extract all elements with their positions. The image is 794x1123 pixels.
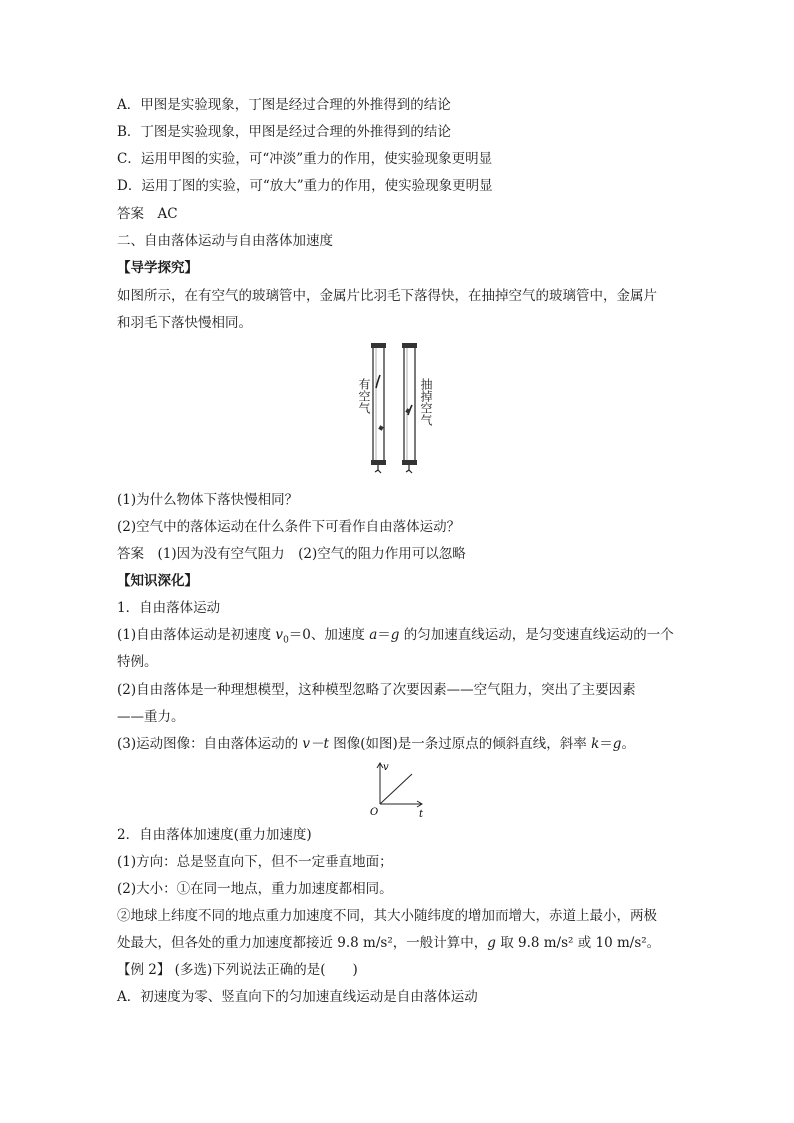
k1-p1-mid: ＝0、加速度 [288,627,370,643]
section-2-title: 二、自由落体运动与自由落体加速度 [117,233,333,249]
tube-without-air [402,343,417,473]
tube-right-label: 抽掉空气 [419,378,433,426]
k1-p3-eq: ＝ [599,736,613,752]
k1-p1-post: 的匀加速直线运动，是匀变速直线运动的一个 [399,627,674,643]
t-label: t [419,809,424,820]
example-2-option-a: A．初速度为零、竖直向下的匀加速直线运动是自由落体运动 [117,989,478,1005]
k2-title: 2．自由落体加速度(重力加速度) [117,827,312,843]
option-d: D．运用丁图的实验，可“放大”重力的作用，使实验现象更明显 [117,178,493,194]
question-1: (1)为什么物体下落快慢相同？ [117,492,299,508]
example-2: 【例 2】 (多选)下列说法正确的是( ) [117,962,358,978]
k2-paragraph-3-line1: ②地球上纬度不同的地点重力加速度不同，其大小随纬度的增加而增大，赤道上最小，两极 [117,908,657,924]
k1-p3-pre: (3)运动图像：自由落体运动的 [117,736,303,752]
guide-label: 【导学探究】 [117,260,198,276]
var-k: k [591,736,600,752]
var-vt: v－t [302,736,329,752]
sub-0: 0 [283,635,289,646]
k1-p3-end: 。 [621,736,635,752]
k1-title: 1．自由落体运动 [117,600,221,616]
k1-paragraph-2-line1: (2)自由落体是一种理想模型，这种模型忽略了次要因素——空气阻力，突出了主要因素 [117,682,636,698]
guide-text-2: 和羽毛下落快慢相同。 [117,315,252,331]
tube-with-air [371,343,386,473]
k1-p1-eq: ＝ [377,627,391,643]
var-a: a [369,627,378,643]
var-g: g [390,627,400,643]
option-a: A．甲图是实验现象，丁图是经过合理的外推得到的结论 [117,97,451,113]
vt-graph [366,760,430,820]
answer-2: 答案 (1)因为没有空气阻力 (2)空气的阻力作用可以忽略 [117,546,466,562]
k2-p3-pre: 处最大，但各处的重力加速度都接近 9.8 m/s²，一般计算中， [117,935,488,951]
k1-p3-mid: 图像(如图)是一条过原点的倾斜直线，斜率 [328,736,592,752]
option-c: C．运用甲图的实验，可“冲淡”重力的作用，使实验现象更明显 [117,151,493,167]
o-label: O [370,807,379,818]
v-label: v [383,762,389,773]
k2-paragraph-1: (1)方向：总是竖直向下，但不一定垂直地面； [117,854,393,870]
k2-paragraph-3-line2 [117,934,660,952]
guide-text-1: 如图所示，在有空气的玻璃管中，金属片比羽毛下落得快，在抽掉空气的玻璃管中，金属片 [117,288,657,304]
question-2: (2)空气中的落体运动在什么条件下可看作自由落体运动？ [117,519,461,535]
k2-paragraph-2: (2)大小：①在同一地点，重力加速度都相同。 [117,881,393,897]
var-g: g [612,736,622,752]
option-b: B．丁图是实验现象，甲图是经过合理的外推得到的结论 [117,124,451,140]
k1-paragraph-1-line2: 特例。 [117,654,158,670]
k1-paragraph-2-line2: ——重力。 [117,709,185,725]
k1-p1-pre: (1)自由落体运动是初速度 [117,627,276,643]
tube-left-label: 有空气 [357,378,371,414]
k2-p3-post: 取 9.8 m/s² 或 10 m/s²。 [495,935,661,951]
var-v: v [275,627,284,643]
answer-1: 答案 AC [117,206,178,222]
knowledge-label: 【知识深化】 [117,573,198,589]
var-g: g [487,935,496,951]
vt-line [380,774,412,804]
k1-paragraph-3 [117,735,635,753]
k1-paragraph-1 [117,626,674,650]
